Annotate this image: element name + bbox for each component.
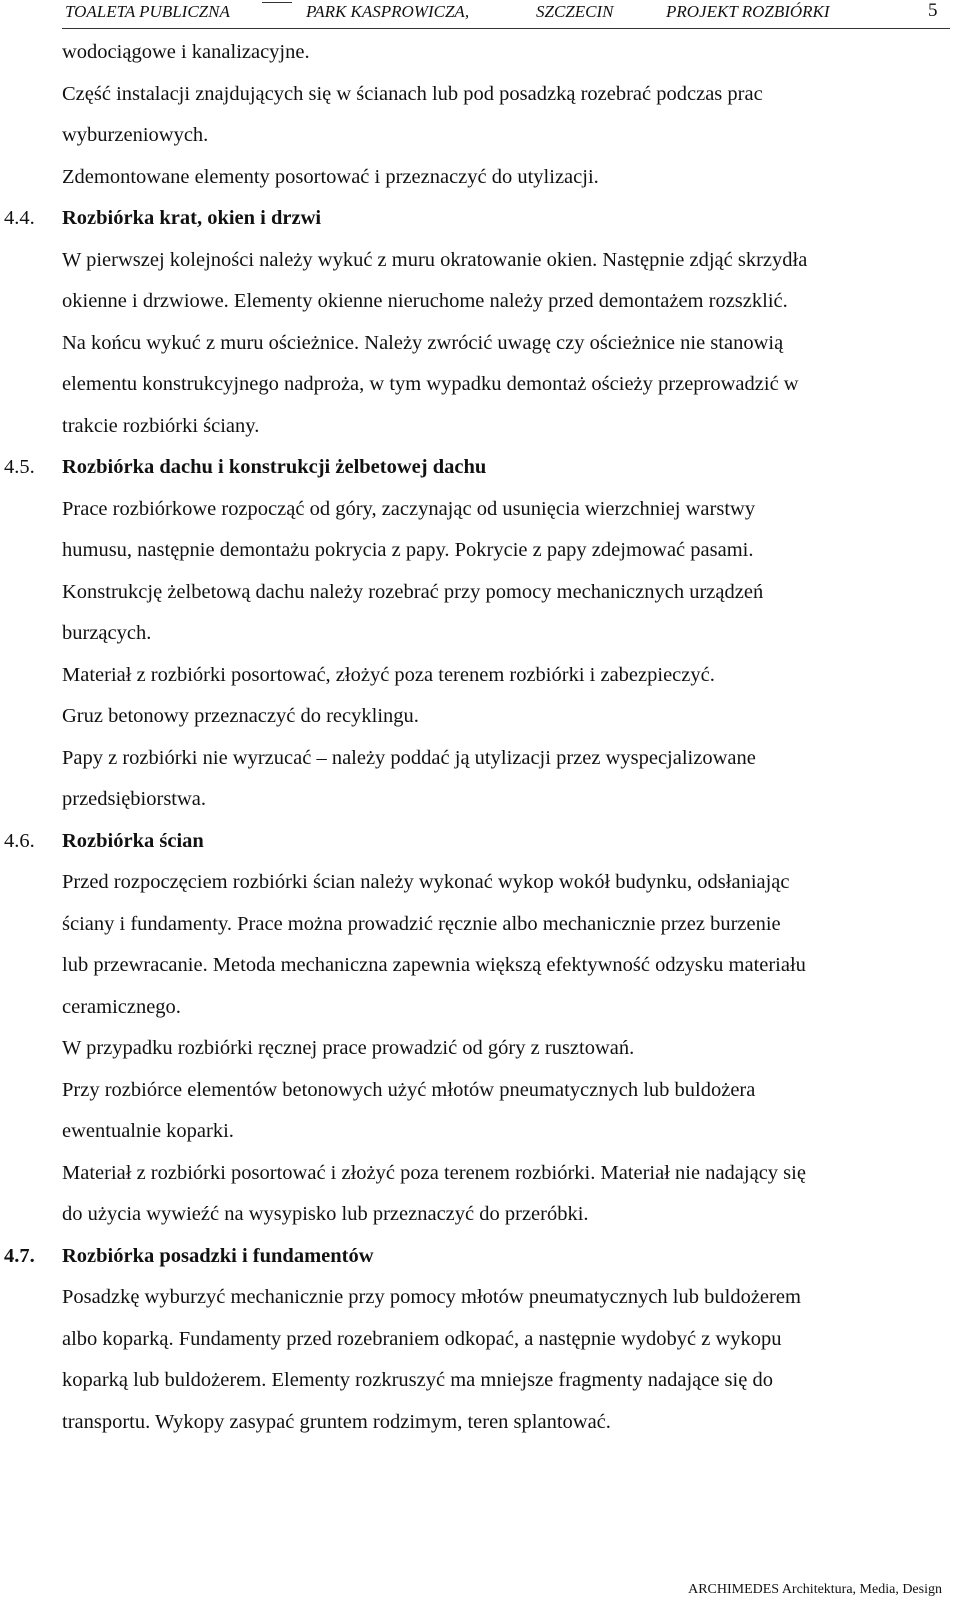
section-title: Rozbiórka dachu i konstrukcji żelbetowej dachu [62, 456, 487, 478]
section-4-5 [4, 447, 942, 821]
text-line: ściany i fundamenty. Prace można prowadzić ręcznie albo mechanicznie przez burzenie [62, 912, 781, 935]
section-number: 4.5. [4, 456, 35, 478]
section-number: 4.7. [4, 1244, 35, 1267]
text-line: przedsiębiorstwa. [62, 788, 207, 810]
text-line: W pierwszej kolejności należy wykuć z muru okratowanie okien. Następnie zdjąć skrzydła [62, 248, 808, 271]
text-line: trakcie rozbiórki ściany. [62, 414, 260, 437]
header-location: PARK KASPROWICZA, [306, 2, 470, 21]
page-footer: ARCHIMEDES Architektura, Media, Design [688, 1582, 942, 1597]
header-doc-type: PROJEKT ROZBIÓRKI [666, 2, 830, 21]
section-4-4 [4, 198, 942, 447]
text-line: humusu, następnie demontażu pokrycia z papy. Pokrycie z papy zdejmować pasami. [62, 539, 754, 561]
intro-block [62, 32, 942, 198]
text-line: wodociągowe i kanalizacyjne. [62, 41, 310, 63]
text-line: ceramicznego. [62, 995, 181, 1018]
text-line: Materiał z rozbiórki posortować i złożyć poza terenem rozbiórki. Materiał nie nadający się [62, 1161, 806, 1184]
section-title: Rozbiórka krat, okien i drzwi [62, 207, 322, 229]
text-line: Posadzkę wyburzyć mechanicznie przy pomocy młotów pneumatycznych lub buldożerem [62, 1286, 801, 1308]
section-4-6 [4, 821, 942, 1236]
text-line: Przed rozpoczęciem rozbiórki ścian należy wykonać wykop wokół budynku, odsłaniając [62, 871, 790, 893]
section-title: Rozbiórka ścian [62, 829, 204, 852]
section-4-7 [4, 1236, 942, 1444]
text-line: Materiał z rozbiórki posortować, złożyć poza terenem rozbiórki i zabezpieczyć. [62, 663, 715, 686]
text-line: W przypadku rozbiórki ręcznej prace prowadzić od góry z rusztowań. [62, 1037, 635, 1059]
header-project: TOALETA PUBLICZNA [65, 2, 230, 21]
text-line: koparką lub buldożerem. Elementy rozkruszyć ma mniejsze fragmenty nadające się do [62, 1369, 773, 1391]
text-line: Na końcu wykuć z muru ościeżnice. Należy zwrócić uwagę czy ościeżnice nie stanowią [62, 331, 784, 354]
text-line: Zdemontowane elementy posortować i przeznaczyć do utylizacji. [62, 165, 599, 188]
text-line: Papy z rozbiórki nie wyrzucać – należy poddać ją utylizacji przez wyspecjalizowane [62, 746, 756, 769]
text-line: Gruz betonowy przeznaczyć do recyklingu. [62, 705, 419, 727]
text-line: Przy rozbiórce elementów betonowych użyć młotów pneumatycznych lub buldożera [62, 1078, 756, 1101]
section-title: Rozbiórka posadzki i fundamentów [62, 1244, 374, 1267]
document-body [4, 32, 942, 1443]
text-line: okienne i drzwiowe. Elementy okienne nieruchome należy przed demontażem rozszklić. [62, 290, 788, 312]
text-line: wyburzeniowych. [62, 124, 209, 146]
text-line: transportu. Wykopy zasypać gruntem rodzimym, teren splantować. [62, 1410, 611, 1433]
header-city: SZCZECIN [536, 2, 614, 21]
text-line: ewentualnie koparki. [62, 1120, 234, 1142]
page-header [62, 0, 950, 29]
text-line: albo koparką. Fundamenty przed rozebraniem odkopać, a następnie wydobyć z wykopu [62, 1327, 782, 1350]
text-line: Prace rozbiórkowe rozpocząć od góry, zaczynając od usunięcia wierzchniej warstwy [62, 497, 756, 520]
text-line: burzących. [62, 622, 152, 644]
section-number: 4.4. [4, 207, 35, 229]
text-line: do użycia wywieźć na wysypisko lub przeznaczyć do przeróbki. [62, 1203, 589, 1225]
text-line: Część instalacji znajdujących się w ścianach lub pod posadzką rozebrać podczas prac [62, 82, 763, 105]
text-line: lub przewracanie. Metoda mechaniczna zapewnia większą efektywność odzysku materiału [62, 954, 806, 976]
text-line: Konstrukcję żelbetową dachu należy rozebrać przy pomocy mechanicznych urządzeń [62, 580, 764, 603]
header-dash [262, 2, 292, 3]
section-number: 4.6. [4, 829, 35, 852]
text-line: elementu konstrukcyjnego nadproża, w tym wypadku demontaż ościeży przeprowadzić w [62, 373, 799, 395]
page-number: 5 [928, 0, 938, 21]
